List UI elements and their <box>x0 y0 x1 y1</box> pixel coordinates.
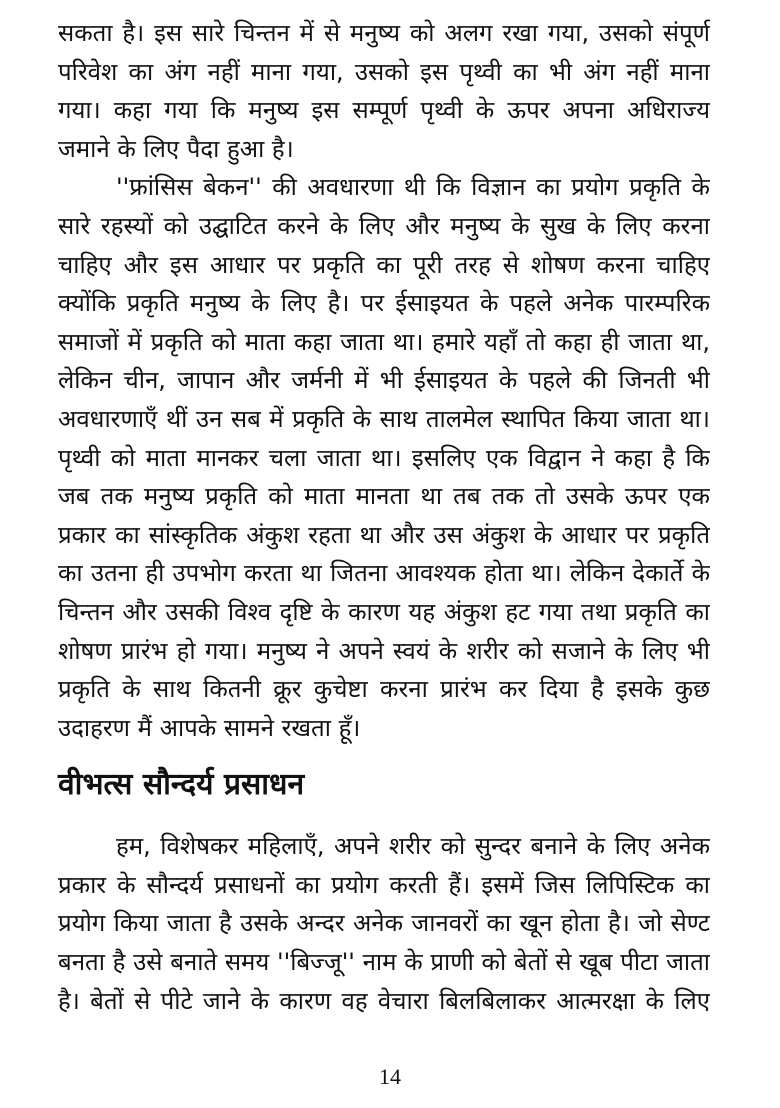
text-line: का उतना ही उपभोग करता था जितना आवश्यक होता था। लेकिन देकार्ते के <box>58 559 710 588</box>
paragraph-2 <box>58 168 710 747</box>
section-heading: वीभत्स सौन्दर्य प्रसाधन <box>58 767 305 803</box>
text-line: प्रकार का सांस्कृतिक अंकुश रहता था और उस अंकुश के आधार पर प्रकृति <box>58 520 710 549</box>
text-line: अवधारणाएँ थीं उन सब में प्रकृति के साथ तालमेल स्थापित किया जाता था। <box>58 404 710 433</box>
text-line: जमाने के लिए पैदा हुआ है। <box>58 134 294 163</box>
text-line: लेकिन चीन, जापान और जर्मनी में भी ईसाइयत के पहले की जिनती भी <box>58 366 710 395</box>
text-line: प्रयोग किया जाता है उसके अन्दर अनेक जानवरों का खून होता है। जो सेण्ट <box>58 909 710 938</box>
text-line: शोषण प्रारंभ हो गया। मनुष्य ने अपने स्वयं के शरीर को सजाने के लिए भी <box>58 636 710 665</box>
text-line: ''फ्रांसिस बेकन'' की अवधारणा थी कि विज्ञान का प्रयोग प्रकृति के <box>116 173 710 202</box>
text-line: सारे रहस्यों को उद्घाटित करने के लिए और मनुष्य के सुख के लिए करना <box>58 211 710 240</box>
text-line: बनता है उसे बनाते समय ''बिज्जू'' नाम के प्राणी को बेतों से खूब पीटा जाता <box>58 948 710 977</box>
text-line: परिवेश का अंग नहीं माना गया, उसको इस पृथ्वी का भी अंग नहीं माना <box>58 57 710 86</box>
text-line: पृथ्वी को माता मानकर चला जाता था। इसलिए एक विद्वान ने कहा है कि <box>58 443 710 472</box>
text-line: सकता है। इस सारे चिन्तन में से मनुष्य को अलग रखा गया, उसको संपूर्ण <box>58 19 710 47</box>
text-line: है। बेतों से पीटे जाने के कारण वह वेचारा बिलबिलाकर आत्मरक्षा के लिए <box>58 986 710 1015</box>
text-line: प्रकार के सौन्दर्य प्रसाधनों का प्रयोग करती हैं। इसमें जिस लिपिस्टिक का <box>58 870 710 899</box>
text-line: जब तक मनुष्य प्रकृति को माता मानता था तब तक तो उसके ऊपर एक <box>58 482 710 511</box>
text-line: हम, विशेषकर महिलाएँ, अपने शरीर को सुन्दर बनाने के लिए अनेक <box>116 832 710 861</box>
text-line: प्रकृति के साथ कितनी क्रूर कुचेष्टा करना प्रारंभ कर दिया है इसके कुछ <box>58 675 710 704</box>
page-number: 14 <box>379 1064 401 1089</box>
text-line: उदाहरण मैं आपके सामने रखता हूँ। <box>58 713 361 742</box>
text-line: समाजों में प्रकृति को माता कहा जाता था। हमारे यहाँ तो कहा ही जाता था, <box>58 327 710 356</box>
text-line: चाहिए और इस आधार पर प्रकृति का पूरी तरह से शोषण करना चाहिए <box>58 250 710 279</box>
text-line: क्योंकि प्रकृति मनुष्य के लिए है। पर ईसाइयत के पहले अनेक पारम्परिक <box>58 289 710 318</box>
text-line: गया। कहा गया कि मनुष्य इस सम्पूर्ण पृथ्वी के ऊपर अपना अधिराज्य <box>58 96 710 125</box>
page-body <box>58 14 710 1020</box>
paragraph-1 <box>58 14 710 168</box>
text-line: चिन्तन और उसकी विश्व दृष्टि के कारण यह अंकुश हट गया तथा प्रकृति का <box>58 597 710 626</box>
paragraph-3 <box>58 827 710 1020</box>
